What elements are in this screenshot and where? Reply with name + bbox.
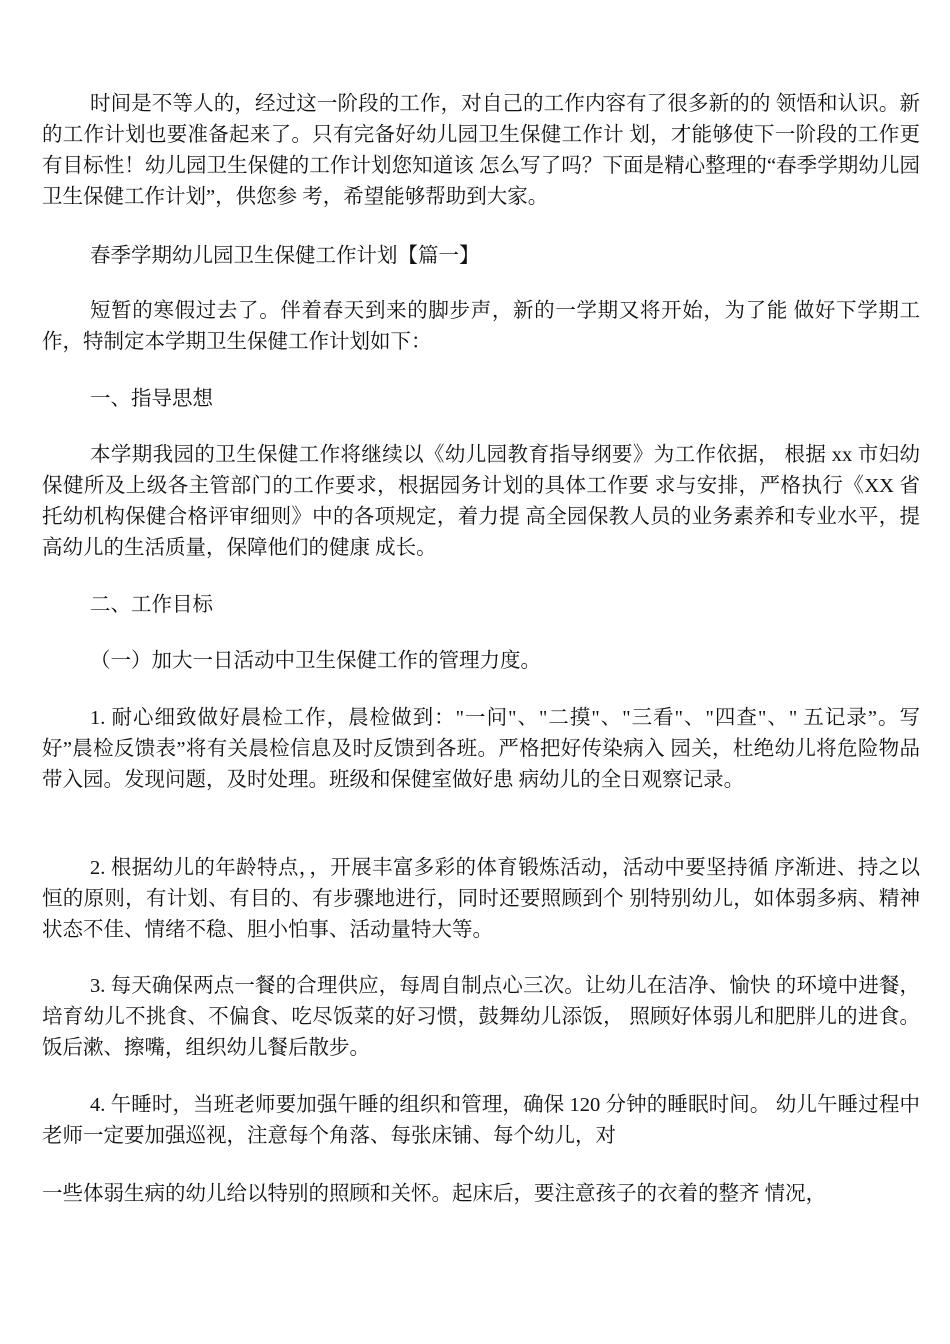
item-2-paragraph: 2. 根据幼儿的年龄特点，，开展丰富多彩的体育锻炼活动，活动中要坚持循 序渐进、持之以恒的原则，有计划、有目的、有步骤地进行，同时还要照顾到个 别特别幼儿，如体弱多病、精神状态不佳、情绪不稳、胆小怕事、活动量特大等。 bbox=[42, 857, 920, 941]
item-4-paragraph: 4. 午睡时，当班老师要加强午睡的组织和管理，确保 120 分钟的睡眠时间。 幼儿午睡过程中老师一定要加强巡视，注意每个角落、每张床铺、每个幼儿，对 bbox=[42, 1094, 920, 1147]
section-heading-part-one: 春季学期幼儿园卫生保健工作计划【篇一】 bbox=[90, 245, 480, 267]
guiding-principle-paragraph: 本学期我园的卫生保健工作将继续以《幼儿园教育指导纲要》为工作依据， 根据 xx 市妇幼保健所及上级各主管部门的工作要求，根据园务计划的具体工作要 求与安排，严格执行《XX 省托幼机构保健合格评审细则》中的各项规定，着力提 高全园保教人员的业务素养和专业水平，提高幼儿的生活质量，保障他们的健康 成长。 bbox=[42, 444, 920, 559]
continuation-paragraph: 一些体弱生病的幼儿给以特别的照顾和关怀。起床后，要注意孩子的衣着的整齐 情况， bbox=[42, 1183, 827, 1205]
subheading-management: （一）加大一日活动中卫生保健工作的管理力度。 bbox=[90, 650, 541, 672]
item-1-paragraph: 1. 耐心细致做好晨检工作，晨检做到："一问"、"二摸"、"三看"、"四查"、" 五记录”。写好”晨检反馈表”将有关晨检信息及时反馈到各班。严格把好传染病入 园关，杜绝幼儿将危险物品带入园。发现问题，及时处理。班级和保健室做好患 病幼儿的全日观察记录。 bbox=[42, 707, 920, 791]
opening-paragraph: 短暂的寒假过去了。伴着春天到来的脚步声，新的一学期又将开始，为了能 做好下学期工作，特制定本学期卫生保健工作计划如下： bbox=[42, 300, 920, 353]
intro-paragraph: 时间是不等人的，经过这一阶段的工作，对自己的工作内容有了很多新的的 领悟和认识。新的工作计划也要准备起来了。只有完备好幼儿园卫生保健工作计 划，才能够使下一阶段的工作更有目标性！幼儿园卫生保健的工作计划您知道该 怎么写了吗？下面是精心整理的“春季学期幼儿园卫生保健工作计划”，供您参 考，希望能够帮助到大家。 bbox=[42, 93, 920, 208]
heading-guiding-principle: 一、指导思想 bbox=[90, 388, 213, 410]
heading-work-goals: 二、工作目标 bbox=[90, 594, 213, 616]
item-3-paragraph: 3. 每天确保两点一餐的合理供应，每周自制点心三次。让幼儿在洁净、愉快 的环境中进餐，培育幼儿不挑食、不偏食、吃尽饭菜的好习惯，鼓舞幼儿添饭， 照顾好体弱儿和肥胖儿的进食。饭后漱、擦嘴，组织幼儿餐后散步。 bbox=[42, 975, 920, 1059]
